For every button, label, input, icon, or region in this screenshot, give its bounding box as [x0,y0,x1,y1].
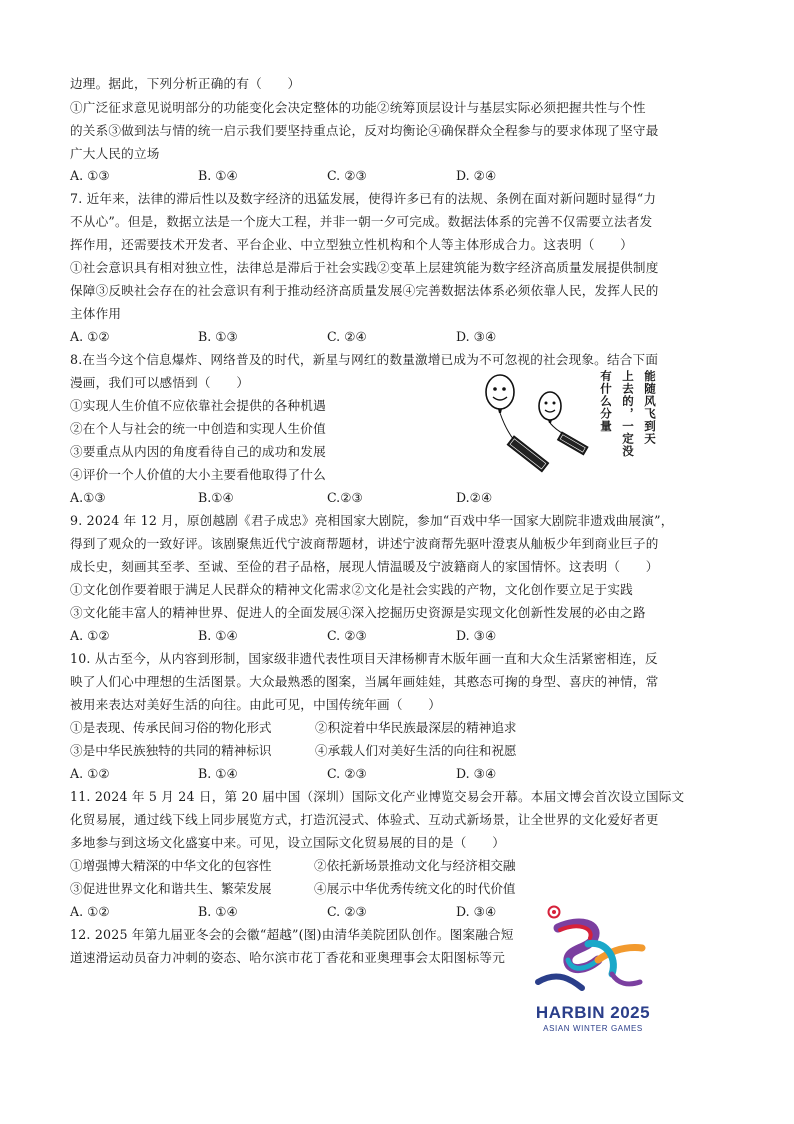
emblem-subtitle: ASIAN WINTER GAMES [543,1024,643,1033]
balloon-cartoon [474,370,674,480]
q8-option-b[interactable]: B.①④ [198,490,234,505]
q7-options [70,329,670,345]
q9-stem-2: 得到了观众的一致好评。该剧聚焦近代宁波商帮题材，讲述宁波商帮先驱叶澄衷从舢板少年到商业巨子的 [70,536,659,551]
q10-option-c[interactable]: C. ②③ [327,766,367,781]
q11-stem-2: 化贸易展，通过线下线上同步展览方式，打造沉浸式、体验式、互动式新场景，让全世界的文化爱好者更 [70,812,659,827]
q10-statement-2: ②积淀着中华民族最深层的精神追求 [315,720,517,735]
q10-stem-3: 被用来表达对美好生活的向往。由此可见，中国传统年画（ ） [70,697,442,712]
q11-stem-1: 11. 2024 年 5 月 24 日，第 20 届中国（深圳）国际文化产业博览交易会开幕。本届文博会首次设立国际文 [70,789,685,804]
q6-stem-tail: 边理。据此，下列分析正确的有（ ） [70,76,301,91]
q8-option-a[interactable]: A.①③ [70,490,106,505]
q7-stem-2: 不从心”。但是，数据立法是一个庞大工程，并非一朝一夕可完成。数据法体系的完善不仅需要立法者发 [70,214,653,229]
q6-options [70,168,670,184]
q10-statement-3: ③是中华民族独特的共同的精神标识 [70,743,272,758]
q10-option-d[interactable]: D. ③④ [456,766,497,781]
q11-option-a[interactable]: A. ①② [70,904,110,919]
q9-option-c[interactable]: C. ②③ [327,628,367,643]
q6-option-c[interactable]: C. ②③ [327,168,367,183]
q7-stem-1: 7. 近年来，法律的滞后性以及数字经济的迅猛发展，使得许多已有的法规、条例在面对新问题时显得“力 [70,191,657,206]
emblem-title: HARBIN 2025 [535,1003,651,1022]
balloon-cartoon-drawing [474,370,604,480]
q10-option-b[interactable]: B. ①④ [198,766,238,781]
q12-stem-2: 道速滑运动员奋力冲刺的姿态、哈尔滨市花丁香花和亚奥理事会太阳图标等元 [70,950,505,965]
q8-options [70,490,670,506]
q6-option-d[interactable]: D. ②④ [456,168,497,183]
q8-statement-4: ④评价一个人价值的大小主要看他取得了什么 [70,467,326,482]
q11-option-b[interactable]: B. ①④ [198,904,238,919]
q8-option-d[interactable]: D.②④ [456,490,493,505]
q9-statements-1: ①文化创作要着眼于满足人民群众的精神文化需求②文化是社会实践的产物，文化创作要立足于实践 [70,582,633,597]
q8-option-c[interactable]: C.②③ [327,490,363,505]
q9-options [70,628,670,644]
q11-option-c[interactable]: C. ②③ [327,904,367,919]
q11-statement-2: ②依托新场景推动文化与经济相交融 [314,858,516,873]
q7-option-d[interactable]: D. ③④ [456,329,497,344]
q7-option-b[interactable]: B. ①③ [198,329,238,344]
q8-stem-2: 漫画，我们可以感悟到（ ） [70,375,250,390]
q6-statements-2: 的关系③做到法与情的统一启示我们要坚持重点论，反对均衡论④确保群众全程参与的要求体现了坚守最 [70,123,659,138]
q7-stem-3: 挥作用，还需要技术开发者、平台企业、中立型独立性机构和个人等主体形成合力。这表明（ ） [70,237,633,252]
q11-option-d[interactable]: D. ③④ [456,904,497,919]
q6-option-a[interactable]: A. ①③ [70,168,110,183]
q10-statement-row-1 [70,720,530,736]
cartoon-caption-col-3: 有什么分量 [599,370,613,433]
q10-option-a[interactable]: A. ①② [70,766,110,781]
q11-statement-1: ①增强博大精深的中华文化的包容性 [70,858,272,873]
harbin-2025-emblem [528,900,658,1050]
q7-statements-1: ①社会意识具有相对独立性，法律总是滞后于社会实践②变革上层建筑能为数字经济高质量发展提供制度 [70,260,659,275]
q6-statements-1: ①广泛征求意见说明部分的功能变化会决定整体的功能②统筹顶层设计与基层实际必须把握共性与个性 [70,100,646,115]
q10-statement-4: ④承载人们对美好生活的向往和祝愿 [315,743,517,758]
q6-option-b[interactable]: B. ①④ [198,168,238,183]
q6-statements-3: 广大人民的立场 [70,146,160,161]
q8-statement-1: ①实现人生价值不应依靠社会提供的各种机遇 [70,398,326,413]
emblem-graphic [528,900,658,1000]
q9-option-a[interactable]: A. ①② [70,628,110,643]
q10-stem-1: 10. 从古至今，从内容到形制，国家级非遗代表性项目天津杨柳青木版年画一直和大众生活紧密相连，反 [70,651,658,666]
q8-stem-1: 8.在当今这个信息爆炸、网络普及的时代，新星与网红的数量激增已成为不可忽视的社会现象。结合下面 [70,352,659,367]
q12-stem-1: 12. 2025 年第九届亚冬会的会徽“超越”(图)由清华美院团队创作。图案融合短 [70,927,514,942]
q7-statements-2: 保障③反映社会存在的社会意识有利于推动经济高质量发展④完善数据法体系必须依靠人民，发挥人民的 [70,283,659,298]
q11-stem-3: 多地参与到这场文化盛宴中来。可见，设立国际文化贸易展的目的是（ ） [70,835,505,850]
q9-option-b[interactable]: B. ①④ [198,628,238,643]
q8-statement-2: ②在个人与社会的统一中创造和实现人生价值 [70,421,326,436]
cartoon-caption-col-1: 能随风飞到天 [643,370,657,445]
q9-stem-3: 成长史，刻画其至孝、至诚、至俭的君子品格，展现人情温暖及宁波籍商人的家国情怀。这表明（ ） [70,559,659,574]
q9-stem-1: 9. 2024 年 12 月，原创越剧《君子成忠》亮相国家大剧院，参加“百戏中华一国家大剧院非遗戏曲展演”， [70,513,674,528]
q10-stem-2: 映了人们心中理想的生活图景。大众最熟悉的图案，当属年画娃娃，其憨态可掬的身型、喜庆的神情，常 [70,674,659,689]
q7-statements-3: 主体作用 [70,306,122,321]
q11-statement-row-2 [70,881,530,897]
q10-statement-row-2 [70,743,530,759]
q10-statement-1: ①是表现、传承民间习俗的物化形式 [70,720,272,735]
q8-statement-3: ③要重点从内因的角度看待自己的成功和发展 [70,444,326,459]
q9-statements-2: ③文化能丰富人的精神世界、促进人的全面发展④深入挖掘历史资源是实现文化创新性发展的必由之路 [70,605,646,620]
cartoon-caption-col-2: 上去的，一定没 [621,370,635,458]
q11-statement-row-1 [70,858,530,874]
q11-statement-3: ③促进世界文化和谐共生、繁荣发展 [70,881,272,896]
q10-options [70,766,670,782]
q7-option-c[interactable]: C. ②④ [327,329,367,344]
q7-option-a[interactable]: A. ①② [70,329,110,344]
q11-statement-4: ④展示中华优秀传统文化的时代价值 [314,881,516,896]
q9-option-d[interactable]: D. ③④ [456,628,497,643]
